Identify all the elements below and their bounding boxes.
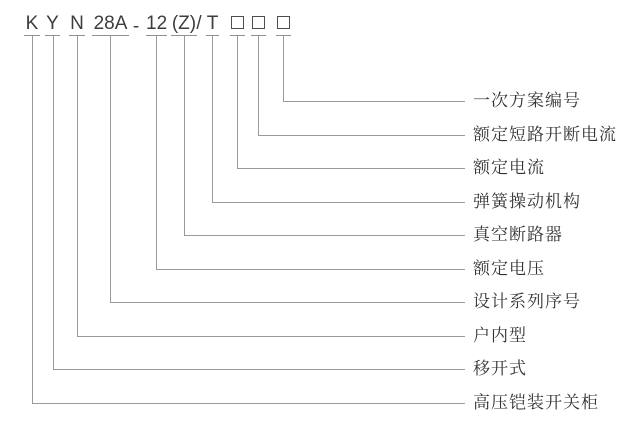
connector-vline-N: [77, 36, 78, 336]
separator-slash: /: [196, 13, 202, 34]
connector-vline-12: [156, 36, 157, 269]
label-rated-short-circuit-breaking-current: 额定短路开断电流: [473, 125, 617, 144]
connector-hline-breaking-current: [258, 135, 465, 136]
code-segment-Z: (Z): [171, 13, 197, 34]
connector-vline-28A: [110, 36, 111, 302]
connector-hline-withdrawable-type: [53, 369, 465, 370]
code-segment-N: N: [70, 13, 84, 34]
code-segment-T: T: [206, 13, 219, 34]
connector-hline-primary-scheme-no: [283, 101, 465, 102]
label-rated-voltage: 额定电压: [473, 259, 545, 278]
connector-hline-rated-current: [237, 168, 465, 169]
empty-box-icon: [231, 16, 244, 29]
connector-hline-rated-voltage: [156, 269, 465, 270]
placeholder-box-3: [276, 12, 291, 36]
label-rated-current: 额定电流: [473, 158, 545, 177]
connector-vline-box1: [237, 36, 238, 168]
code-segment-K: K: [25, 13, 39, 34]
empty-box-icon: [252, 16, 265, 29]
connector-hline-metal-clad: [32, 403, 465, 404]
connector-vline-box2: [258, 36, 259, 135]
code-segment-28A: 28A: [93, 13, 128, 34]
label-indoor-type: 户内型: [473, 326, 527, 345]
connector-hline-spring-mechanism: [212, 202, 465, 203]
empty-box-icon: [277, 16, 290, 29]
label-hv-metal-clad-switchgear: 高压铠装开关柜: [473, 393, 599, 412]
placeholder-box-1: [230, 12, 245, 36]
label-withdrawable-type: 移开式: [473, 359, 527, 378]
connector-vline-Y: [53, 36, 54, 369]
label-design-series-no: 设计系列序号: [473, 292, 581, 311]
connector-vline-Z: [184, 36, 185, 235]
label-primary-scheme-no: 一次方案编号: [473, 91, 581, 110]
connector-vline-K: [32, 36, 33, 403]
connector-vline-box3: [283, 36, 284, 101]
connector-hline-indoor-type: [77, 336, 465, 337]
connector-hline-vacuum-breaker: [184, 235, 465, 236]
connector-vline-T: [212, 36, 213, 202]
code-segment-12: 12: [146, 13, 168, 34]
label-spring-operating-mechanism: 弹簧操动机构: [473, 192, 581, 211]
separator-dash: -: [132, 16, 140, 37]
connector-hline-design-series: [110, 302, 465, 303]
placeholder-box-2: [251, 12, 266, 36]
label-vacuum-circuit-breaker: 真空断路器: [473, 225, 563, 244]
code-segment-Y: Y: [46, 13, 59, 34]
